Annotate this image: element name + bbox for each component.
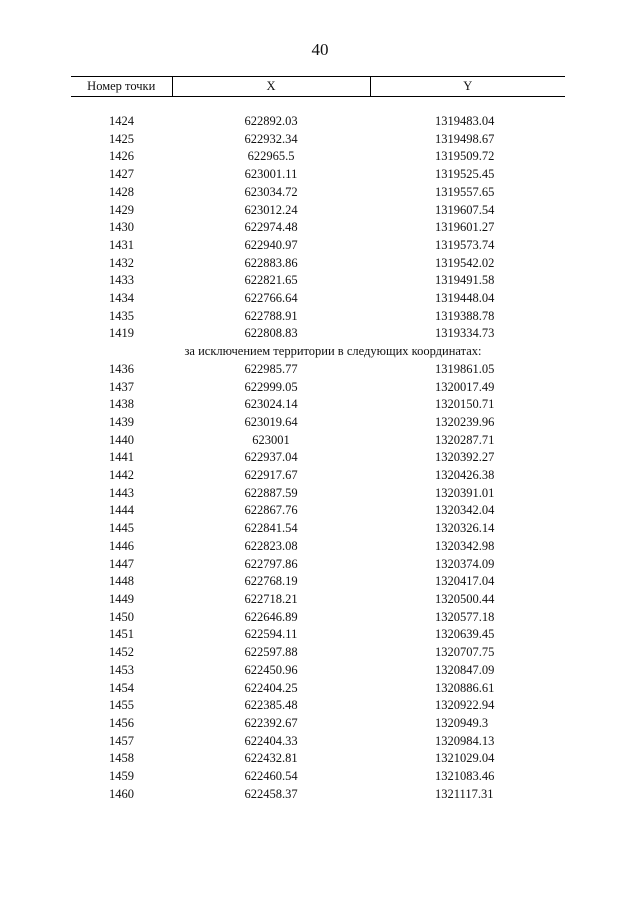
y-cell: 1320500.44 [435, 591, 495, 606]
point-number-cell: 1456 [109, 715, 134, 730]
point-number-cell: 1445 [109, 521, 134, 536]
y-cell: 1319334.73 [435, 326, 495, 341]
y-cell: 1320922.94 [435, 698, 495, 713]
y-cell: 1320639.45 [435, 627, 495, 642]
point-number-cell: 1450 [109, 609, 134, 624]
y-cell: 1320707.75 [435, 645, 495, 660]
point-number-cell: 1435 [109, 308, 134, 323]
x-cell: 623012.24 [244, 202, 298, 217]
y-cell: 1319557.65 [435, 184, 495, 199]
point-number-cell: 1437 [109, 379, 134, 394]
y-cell: 1320984.13 [435, 733, 495, 748]
y-cell: 1320017.49 [435, 379, 495, 394]
point-number-cell: 1452 [109, 645, 134, 660]
x-cell: 622718.21 [244, 591, 298, 606]
header-row [71, 77, 565, 97]
table-row [71, 662, 565, 680]
header-y: Y [370, 77, 565, 97]
y-cell: 1319573.74 [435, 237, 495, 252]
x-cell: 622458.37 [244, 786, 298, 801]
y-cell: 1319607.54 [435, 202, 495, 217]
point-number-cell: 1460 [109, 786, 134, 801]
point-number-cell: 1449 [109, 591, 134, 606]
x-cell: 622867.76 [244, 503, 298, 518]
y-cell: 1319601.27 [435, 220, 495, 235]
y-cell: 1320577.18 [435, 609, 495, 624]
table-row [71, 467, 565, 485]
point-number-cell: 1436 [109, 361, 134, 376]
point-number-cell: 1451 [109, 627, 134, 642]
coordinates-table [71, 76, 565, 803]
x-cell: 622883.86 [244, 255, 298, 270]
table-row [71, 308, 565, 326]
y-cell: 1320847.09 [435, 662, 495, 677]
y-cell: 1320326.14 [435, 521, 495, 536]
point-number-cell: 1424 [109, 114, 134, 128]
table-row [71, 556, 565, 574]
x-cell: 623034.72 [244, 184, 298, 199]
y-cell: 1320150.71 [435, 397, 495, 412]
table-row [71, 485, 565, 503]
point-number-cell: 1438 [109, 397, 134, 412]
x-cell: 623024.14 [244, 397, 298, 412]
table-header [71, 77, 565, 97]
table-row [71, 219, 565, 237]
y-cell: 1320392.27 [435, 450, 495, 465]
table-row [71, 113, 565, 131]
x-cell: 622766.64 [244, 291, 298, 306]
x-cell: 622892.03 [244, 114, 298, 128]
x-cell: 622974.48 [244, 220, 298, 235]
y-cell: 1319448.04 [435, 291, 495, 306]
point-number-cell: 1426 [109, 149, 134, 164]
table-row [71, 361, 565, 379]
table-row [71, 750, 565, 768]
table-row [71, 396, 565, 414]
table-row [71, 609, 565, 627]
y-cell: 1320342.04 [435, 503, 495, 518]
point-number-cell: 1457 [109, 733, 134, 748]
x-cell: 622797.86 [244, 556, 298, 571]
x-cell: 622768.19 [244, 574, 298, 589]
y-cell: 1319525.45 [435, 167, 495, 182]
table-row [71, 768, 565, 786]
exclusion-note-row [71, 343, 565, 361]
point-number-cell: 1432 [109, 255, 134, 270]
table-row [71, 644, 565, 662]
header-x: X [172, 77, 370, 97]
x-cell: 622450.96 [244, 662, 298, 677]
y-cell: 1320391.01 [435, 485, 495, 500]
y-cell: 1319509.72 [435, 149, 495, 164]
table-row [71, 237, 565, 255]
exclusion-note: за исключением территории в следующих координатах: [184, 344, 482, 359]
x-cell: 622808.83 [244, 326, 298, 341]
point-number-cell: 1447 [109, 556, 134, 571]
table-row [71, 414, 565, 432]
x-cell: 622404.25 [244, 680, 298, 695]
y-cell: 1319491.58 [435, 273, 495, 288]
point-number-cell: 1443 [109, 485, 134, 500]
table-row [71, 290, 565, 308]
x-cell: 623001.11 [244, 167, 298, 182]
x-cell: 623019.64 [244, 414, 298, 429]
x-cell: 622404.33 [244, 733, 298, 748]
table-row [71, 538, 565, 556]
y-cell: 1320287.71 [435, 432, 495, 447]
table-row [71, 502, 565, 520]
page-number: 40 [311, 40, 329, 59]
point-number-cell: 1430 [109, 220, 134, 235]
x-cell: 622937.04 [244, 450, 298, 465]
table-row [71, 697, 565, 715]
table-row [71, 680, 565, 698]
x-cell: 622823.08 [244, 538, 298, 553]
point-number-cell: 1458 [109, 751, 134, 766]
point-number-cell: 1448 [109, 574, 134, 589]
y-cell: 1321083.46 [435, 769, 495, 784]
table-body [71, 97, 565, 804]
x-cell: 622917.67 [244, 468, 298, 483]
x-cell: 622385.48 [244, 698, 298, 713]
x-cell: 622940.97 [244, 237, 298, 252]
x-cell: 622432.81 [244, 751, 298, 766]
y-cell: 1320886.61 [435, 680, 495, 695]
point-number-cell: 1428 [109, 184, 134, 199]
table-row [71, 184, 565, 202]
x-cell: 622999.05 [244, 379, 298, 394]
y-cell: 1320426.38 [435, 468, 495, 483]
table-row [71, 148, 565, 166]
y-cell: 1321117.31 [435, 786, 494, 801]
point-number-cell: 1434 [109, 291, 134, 306]
x-cell: 622392.67 [244, 715, 298, 730]
point-number-cell: 1433 [109, 273, 134, 288]
point-number-cell: 1459 [109, 769, 134, 784]
y-cell: 1320417.04 [435, 574, 495, 589]
table-row [71, 202, 565, 220]
y-cell: 1320949.3 [435, 715, 489, 730]
table-row [71, 626, 565, 644]
point-number-cell: 1454 [109, 680, 134, 695]
y-cell: 1320342.98 [435, 538, 495, 553]
y-cell: 1319483.04 [435, 114, 495, 128]
header-point-number: Номер точки [71, 77, 172, 97]
x-cell: 622788.91 [244, 308, 298, 323]
y-cell: 1319861.05 [435, 361, 495, 376]
y-cell: 1320239.96 [435, 414, 495, 429]
x-cell: 622887.59 [244, 485, 298, 500]
point-number-cell: 1431 [109, 237, 134, 252]
point-number-cell: 1440 [109, 432, 134, 447]
y-cell: 1321029.04 [435, 751, 495, 766]
table-row [71, 573, 565, 591]
point-number-cell: 1427 [109, 167, 134, 182]
x-cell: 622646.89 [244, 609, 298, 624]
x-cell: 622841.54 [244, 521, 298, 536]
table-row [71, 131, 565, 149]
table-row [71, 255, 565, 273]
table-row [71, 520, 565, 538]
y-cell: 1319388.78 [435, 308, 495, 323]
x-cell: 622932.34 [244, 131, 298, 146]
table-row [71, 733, 565, 751]
point-number-cell: 1419 [109, 326, 134, 341]
y-cell: 1320374.09 [435, 556, 495, 571]
table-row [71, 166, 565, 184]
y-cell: 1319498.67 [435, 131, 495, 146]
x-cell: 623001 [252, 432, 290, 447]
point-number-cell: 1442 [109, 468, 134, 483]
point-number-cell: 1444 [109, 503, 134, 518]
header-spacer [71, 97, 565, 114]
x-cell: 622985.77 [244, 361, 298, 376]
point-number-cell: 1425 [109, 131, 134, 146]
x-cell: 622597.88 [244, 645, 298, 660]
y-cell: 1319542.02 [435, 255, 495, 270]
point-number-cell: 1455 [109, 698, 134, 713]
point-number-cell: 1441 [109, 450, 134, 465]
point-number-cell: 1439 [109, 414, 134, 429]
table-row [71, 591, 565, 609]
table-row [71, 272, 565, 290]
table-row [71, 379, 565, 397]
table-row [71, 786, 565, 804]
table-row [71, 715, 565, 733]
point-number-cell: 1453 [109, 662, 134, 677]
x-cell: 622460.54 [244, 769, 298, 784]
table-row [71, 432, 565, 450]
table-row [71, 449, 565, 467]
x-cell: 622965.5 [247, 149, 295, 164]
table-row [71, 325, 565, 343]
x-cell: 622821.65 [244, 273, 298, 288]
point-number-cell: 1446 [109, 538, 134, 553]
x-cell: 622594.11 [244, 627, 298, 642]
point-number-cell: 1429 [109, 202, 134, 217]
